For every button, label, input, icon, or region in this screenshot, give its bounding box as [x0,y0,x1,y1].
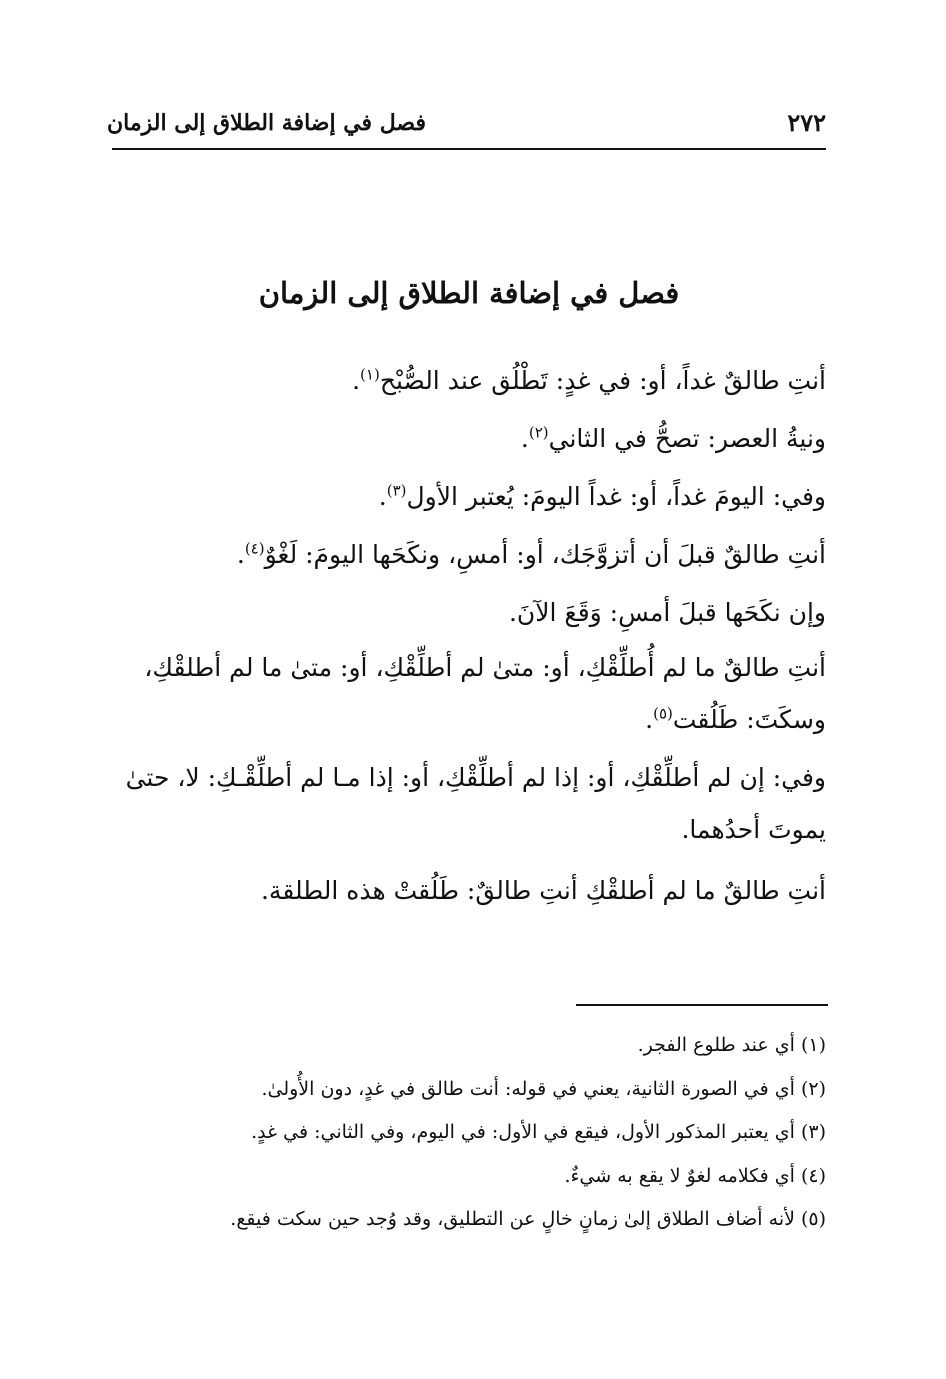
footnote-reference[interactable]: (٤) [244,539,265,558]
footnote-reference[interactable]: (١) [360,365,380,384]
paragraph: أنتِ طالقٌ ما لم أطلقْكِ أنتِ طالقٌ: طَلُقتْ هذه الطلقة. [260,876,826,905]
footnote-number: (٢) [800,1077,826,1100]
footnote: (٥)لأنه أضاف الطلاق إلىٰ زمانٍ خالٍ عن التطليق، وقد وُجد حين سكت فيقع. [230,1208,826,1230]
paragraph: ونيةُ العصر: تصحُّ في الثاني$^{(٢)}$. [520,423,826,453]
footnote: (٤)أي فكلامه لغوٌ لا يقع به شيءٌ. [564,1164,826,1187]
footnote: (٢)أي في الصورة الثانية، يعني في قوله: أنت طالق في غدٍ، دون الأُولىٰ. [261,1077,826,1100]
paragraph: وفي: إن لم أطلِّقْكِ، أو: إذا لم أطلِّقْكِ، أو: إذا مـا لم أطلِّقْـكِ: لا، حتىٰ يموتَ أحدُهما. [125,763,826,844]
page-number: ٢٧٢ [787,108,826,137]
footnote-number: (٥) [800,1208,826,1230]
footnote-divider [576,1004,828,1006]
footnote: (١)أي عند طلوع الفجر. [637,1034,826,1056]
paragraph: أنتِ طالقٌ قبلَ أن أتزوَّجَك، أو: أمسِ، ونكَحَها اليومَ: لَغْوٌ$^{(٤)}$. [236,539,826,569]
footnote: (٣)أي يعتبر المذكور الأول، فيقع في الأول: في اليوم، وفي الثاني: في غدٍ. [251,1121,826,1143]
footnote-number: (٣) [800,1121,826,1143]
footnote-number: (١) [800,1034,826,1056]
footnote-reference[interactable]: (٣) [386,481,407,500]
paragraph: أنتِ طالقٌ غداً، أو: في غدٍ: تَطْلُق عند الصُّبْح$^{(١)}$. [352,365,826,395]
body-text [122,352,826,920]
footnote-number: (٤) [800,1164,826,1187]
section-title: فصل في إضافة الطلاق إلى الزمان [258,276,680,310]
paragraph: أنتِ طالقٌ ما لم أُطلِّقْكِ، أو: متىٰ لم أطلِّقْكِ، أو: متىٰ ما لم أطلقْكِ، وسكَتَ: طَلُقت$^{(٥)}$. [144,653,826,734]
footnote-reference[interactable]: (٢) [528,423,549,442]
paragraph: وفي: اليومَ غداً، أو: غداً اليومَ: يُعتبر الأول$^{(٣)}$. [378,481,826,511]
footnotes [136,1024,826,1242]
paragraph: وإن نكَحَها قبلَ أمسِ: وَقَعَ الآنَ. [508,598,826,627]
running-header-title: فصل في إضافة الطلاق إلى الزمان [106,110,426,136]
running-header [106,102,826,150]
footnote-reference[interactable]: (٥) [653,704,673,723]
